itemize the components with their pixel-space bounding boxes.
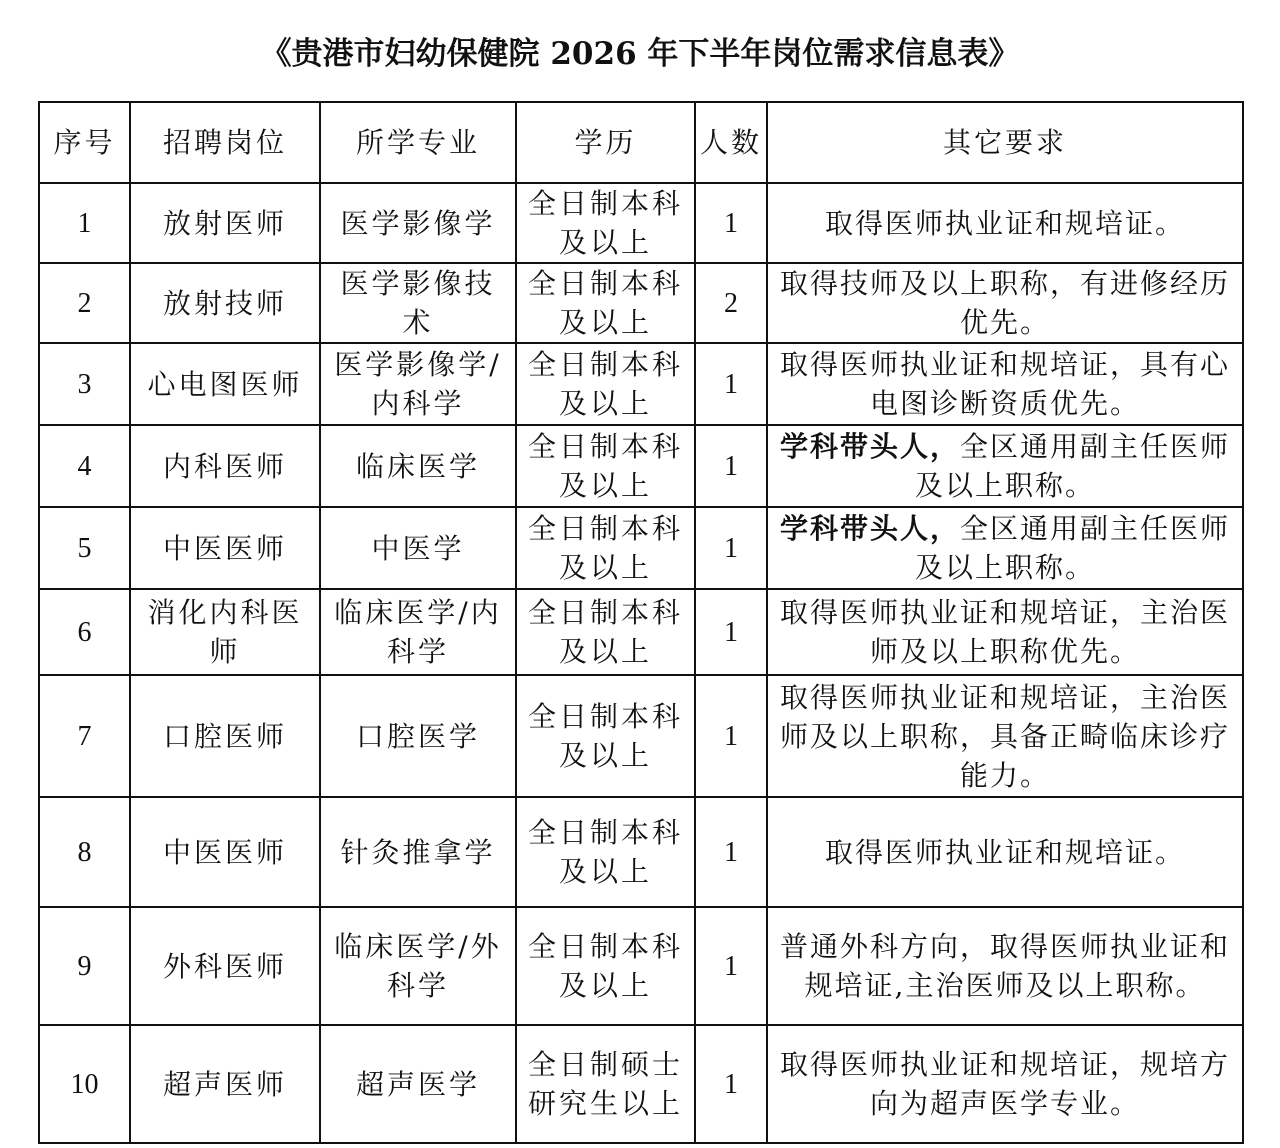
cell-position: 外科医师: [130, 907, 320, 1025]
cell-no: 8: [39, 797, 130, 907]
cell-major: 临床医学/外科学: [320, 907, 516, 1025]
cell-position: 消化内科医师: [130, 589, 320, 675]
requirement-text: 全区通用副主任医师及以上职称。: [914, 430, 1231, 502]
requirement-text: 取得医师执业证和规培证，主治医师及以上职称，具备正畸临床诊疗能力。: [779, 680, 1230, 792]
header-no: 序号: [39, 102, 130, 183]
cell-education: 全日制硕士研究生以上: [516, 1025, 695, 1143]
cell-requirements: [767, 425, 1243, 507]
cell-count: 1: [695, 183, 767, 263]
job-requirements-table: [38, 101, 1244, 1144]
header-education: 学历: [516, 102, 695, 183]
cell-count: 1: [695, 343, 767, 425]
cell-count: 1: [695, 675, 767, 797]
cell-count: 1: [695, 589, 767, 675]
cell-count: 1: [695, 425, 767, 507]
cell-education: 全日制本科及以上: [516, 263, 695, 343]
cell-major: 针灸推拿学: [320, 797, 516, 907]
cell-major: 医学影像技术: [320, 263, 516, 343]
requirement-text: 全区通用副主任医师及以上职称。: [914, 512, 1231, 584]
cell-no: 6: [39, 589, 130, 675]
table-row: [39, 589, 1243, 675]
table-row: [39, 425, 1243, 507]
requirement-highlight: 学科带头人，: [779, 430, 960, 463]
cell-education: 全日制本科及以上: [516, 507, 695, 589]
header-major: 所学专业: [320, 102, 516, 183]
cell-education: 全日制本科及以上: [516, 589, 695, 675]
cell-position: 口腔医师: [130, 675, 320, 797]
cell-position: 心电图医师: [130, 343, 320, 425]
cell-requirements: [767, 343, 1243, 425]
header-position: 招聘岗位: [130, 102, 320, 183]
cell-major: 中医学: [320, 507, 516, 589]
cell-count: 1: [695, 1025, 767, 1143]
cell-requirements: [767, 797, 1243, 907]
cell-requirements: [767, 1025, 1243, 1143]
cell-no: 5: [39, 507, 130, 589]
cell-requirements: [767, 263, 1243, 343]
header-count: 人数: [695, 102, 767, 183]
table-row: [39, 675, 1243, 797]
cell-requirements: [767, 507, 1243, 589]
header-requirements: 其它要求: [767, 102, 1243, 183]
cell-count: 1: [695, 507, 767, 589]
cell-count: 1: [695, 797, 767, 907]
cell-position: 中医医师: [130, 797, 320, 907]
table-row: [39, 183, 1243, 263]
requirement-text: 取得医师执业证和规培证。: [824, 206, 1185, 240]
table-row: [39, 1025, 1243, 1143]
cell-no: 2: [39, 263, 130, 343]
cell-major: 医学影像学/内科学: [320, 343, 516, 425]
table-row: [39, 263, 1243, 343]
requirement-text: 取得医师执业证和规培证，主治医师及以上职称优先。: [779, 596, 1230, 668]
cell-no: 3: [39, 343, 130, 425]
cell-position: 内科医师: [130, 425, 320, 507]
requirement-text: 取得医师执业证和规培证。: [824, 835, 1185, 869]
cell-position: 中医医师: [130, 507, 320, 589]
cell-position: 放射医师: [130, 183, 320, 263]
requirement-text: 取得医师执业证和规培证，规培方向为超声医学专业。: [779, 1048, 1230, 1120]
table-row: [39, 343, 1243, 425]
cell-no: 7: [39, 675, 130, 797]
cell-requirements: [767, 589, 1243, 675]
cell-requirements: [767, 907, 1243, 1025]
requirement-text: 取得技师及以上职称，有进修经历优先。: [779, 267, 1230, 339]
cell-count: 2: [695, 263, 767, 343]
requirement-highlight: 学科带头人，: [779, 512, 960, 545]
cell-education: 全日制本科及以上: [516, 425, 695, 507]
cell-count: 1: [695, 907, 767, 1025]
table-row: [39, 797, 1243, 907]
cell-major: 医学影像学: [320, 183, 516, 263]
page-title: 《贵港市妇幼保健院 2026 年下半年岗位需求信息表》: [260, 36, 1020, 72]
cell-education: 全日制本科及以上: [516, 183, 695, 263]
cell-major: 超声医学: [320, 1025, 516, 1143]
cell-position: 超声医师: [130, 1025, 320, 1143]
cell-no: 10: [39, 1025, 130, 1143]
cell-requirements: [767, 675, 1243, 797]
cell-no: 9: [39, 907, 130, 1025]
table-header-row: [39, 102, 1243, 183]
cell-position: 放射技师: [130, 263, 320, 343]
cell-education: 全日制本科及以上: [516, 907, 695, 1025]
cell-education: 全日制本科及以上: [516, 797, 695, 907]
cell-education: 全日制本科及以上: [516, 343, 695, 425]
table-row: [39, 907, 1243, 1025]
table-row: [39, 507, 1243, 589]
cell-major: 临床医学/内科学: [320, 589, 516, 675]
requirement-text: 取得医师执业证和规培证，具有心电图诊断资质优先。: [779, 348, 1230, 420]
cell-requirements: [767, 183, 1243, 263]
cell-major: 临床医学: [320, 425, 516, 507]
requirement-text: 普通外科方向，取得医师执业证和规培证,主治医师及以上职称。: [779, 930, 1230, 1002]
cell-no: 1: [39, 183, 130, 263]
cell-major: 口腔医学: [320, 675, 516, 797]
cell-education: 全日制本科及以上: [516, 675, 695, 797]
cell-no: 4: [39, 425, 130, 507]
